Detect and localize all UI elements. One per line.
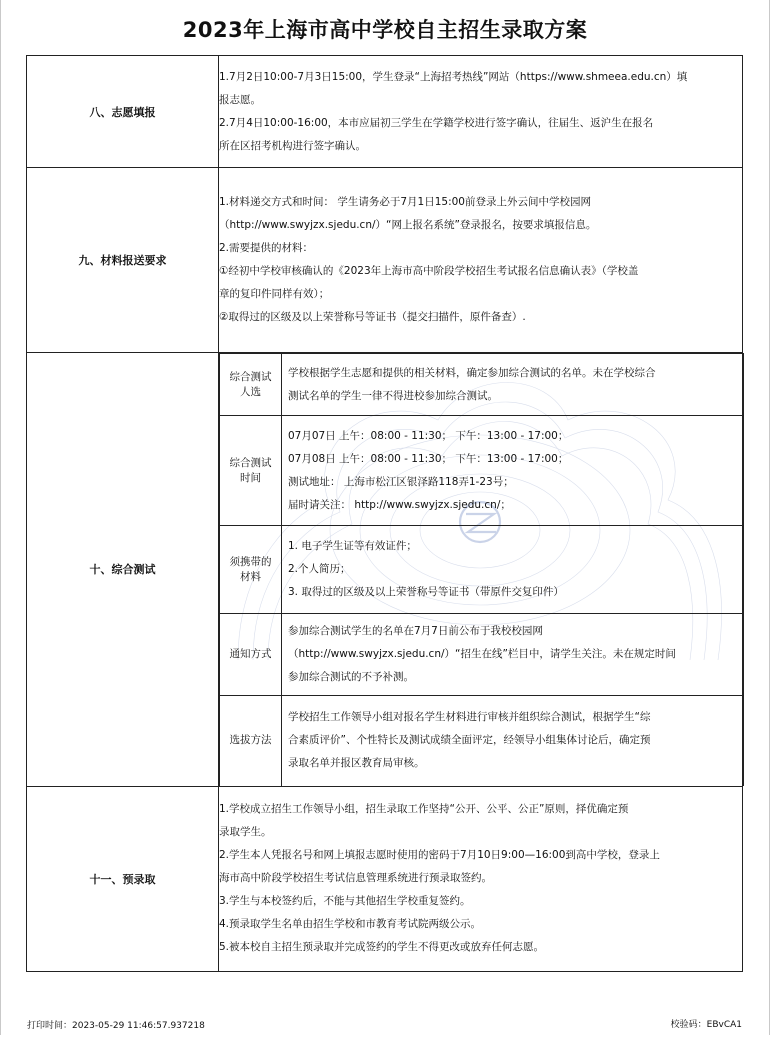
label-line: 综合测试 — [229, 370, 272, 383]
subrow-label — [220, 416, 282, 526]
label-line: 材料 — [240, 570, 261, 583]
label-line: 通知方式 — [229, 648, 272, 660]
text-line: 学校招生工作领导小组对报名学生材料进行审核并组织综合测试，根据学生“综 — [288, 711, 651, 724]
text-line: 07月08日 上午：08:00 - 11:30； 下午：13:00 - 17:00； — [288, 452, 569, 465]
text-line: 章的复印件同样有效）； — [219, 288, 330, 300]
text-line: 1.7月2日10:00-7月3日15:00，学生登录“上海招考热线”网站（https://www.shmeea.edu.cn）填 — [219, 70, 688, 83]
subrow-selection-method — [220, 696, 744, 786]
text-line: 4.预录取学生名单由招生学校和市教育考试院两级公示。 — [219, 918, 482, 930]
text-line: 07月07日 上午：08:00 - 11:30； 下午：13:00 - 17:00； — [288, 429, 569, 442]
subrow-label — [220, 354, 282, 416]
section-body-comprehensive-test — [219, 353, 743, 787]
text-line: 所在区招考机构进行签字确认。 — [219, 139, 366, 152]
subrow-body — [282, 354, 744, 416]
text-line: 2.个人简历； — [288, 563, 351, 575]
text-line: 3. 取得过的区级及以上荣誉称号等证书（带原件交复印件） — [288, 586, 564, 598]
page-title: 2023年上海市高中学校自主招生录取方案 — [182, 18, 588, 42]
text-line: 5.被本校自主招生预录取并完成签约的学生不得更改或放弃任何志愿。 — [219, 941, 545, 953]
section-body-materials — [219, 168, 743, 353]
label-line: 人选 — [240, 385, 261, 398]
text-line: 1.材料递交方式和时间： 学生请务必于7月1日15:00前登录上外云间中学校园网 — [219, 196, 591, 208]
section-row-materials — [27, 168, 743, 353]
subrow-label — [220, 614, 282, 696]
label-line: 选拔方法 — [229, 734, 272, 747]
section-heading-pre-admission: 十一、预录取 — [27, 786, 219, 971]
subrow-body — [282, 526, 744, 614]
section-heading-volunteer-filling: 八、志愿填报 — [27, 56, 219, 168]
text-line: 届时请关注： http://www.swyjzx.sjedu.cn/； — [288, 498, 511, 511]
section-body-volunteer-filling — [219, 56, 743, 168]
text-line: 合素质评价”、个性特长及测试成绩全面评定，经领导小组集体讨论后，确定预 — [288, 734, 651, 747]
print-time: 打印时间：2023-05-29 11:46:57.937218 — [27, 1021, 205, 1031]
subrow-candidates — [220, 354, 744, 416]
text-line: 1.学校成立招生工作领导小组，招生录取工作坚持“公开、公平、公正”原则，择优确定预 — [219, 803, 629, 815]
section-body-pre-admission — [219, 786, 743, 971]
subrow-test-time — [220, 416, 744, 526]
text-line: 3.学生与本校签约后，不能与其他招生学校重复签约。 — [219, 895, 471, 907]
text-line: ②取得过的区级及以上荣誉称号等证书（提交扫描件，原件备查）. — [219, 311, 526, 323]
subrow-body — [282, 696, 744, 786]
subrow-label — [220, 696, 282, 786]
text-line: 2.7月4日10:00-16:00，本市应届初三学生在学籍学校进行签字确认，往届生、返沪生在报名 — [219, 116, 654, 129]
text-line: 海市高中阶段学校招生考试信息管理系统进行预录取签约。 — [219, 872, 492, 884]
label-line: 须携带的 — [229, 555, 272, 568]
section-row-comprehensive-test — [27, 353, 743, 787]
subrow-notification — [220, 614, 744, 696]
check-code: 校验码：EBvCA1 — [670, 1020, 742, 1030]
label-line: 综合测试 — [229, 456, 272, 469]
subrow-body — [282, 614, 744, 696]
text-line: （http://www.swyjzx.sjedu.cn/）“招生在线”栏目中，请学生关注。未在规定时间 — [288, 648, 676, 660]
subrow-body — [282, 416, 744, 526]
text-line: 参加综合测试学生的名单在7月7日前公布于我校校园网 — [288, 625, 543, 637]
subrow-required-materials — [220, 526, 744, 614]
text-line: 录取名单并报区教育局审核。 — [288, 757, 425, 770]
comprehensive-test-subtable — [219, 353, 744, 786]
text-line: 2.需要提供的材料： — [219, 242, 314, 254]
label-line: 时间 — [240, 471, 261, 484]
text-line: 参加综合测试的不予补测。 — [288, 671, 414, 683]
text-line: 测试地址： 上海市松江区银泽路118弄1-23号； — [288, 475, 514, 488]
section-heading-materials: 九、材料报送要求 — [27, 168, 219, 353]
text-line: （http://www.swyjzx.sjedu.cn/）“网上报名系统”登录报名，按要求填报信息。 — [219, 219, 597, 231]
text-line: 1. 电子学生证等有效证件； — [288, 540, 417, 552]
text-line: 报志愿。 — [219, 93, 261, 106]
text-line: 2.学生本人凭报名号和网上填报志愿时使用的密码于7月10日9:00—16:00到高中学校，登录上 — [219, 849, 660, 861]
text-line: ①经初中学校审核确认的《2023年上海市高中阶段学校招生考试报名信息确认表》（学校盖 — [219, 265, 639, 277]
subrow-label — [220, 526, 282, 614]
text-line: 学校根据学生志愿和提供的相关材料，确定参加综合测试的名单。未在学校综合 — [288, 366, 656, 379]
section-row-volunteer-filling — [27, 56, 743, 168]
section-row-pre-admission — [27, 786, 743, 971]
text-line: 录取学生。 — [219, 826, 272, 838]
text-line: 测试名单的学生一律不得进校参加综合测试。 — [288, 389, 498, 402]
admission-plan-table — [26, 55, 743, 972]
section-heading-comprehensive-test: 十、综合测试 — [27, 353, 219, 787]
